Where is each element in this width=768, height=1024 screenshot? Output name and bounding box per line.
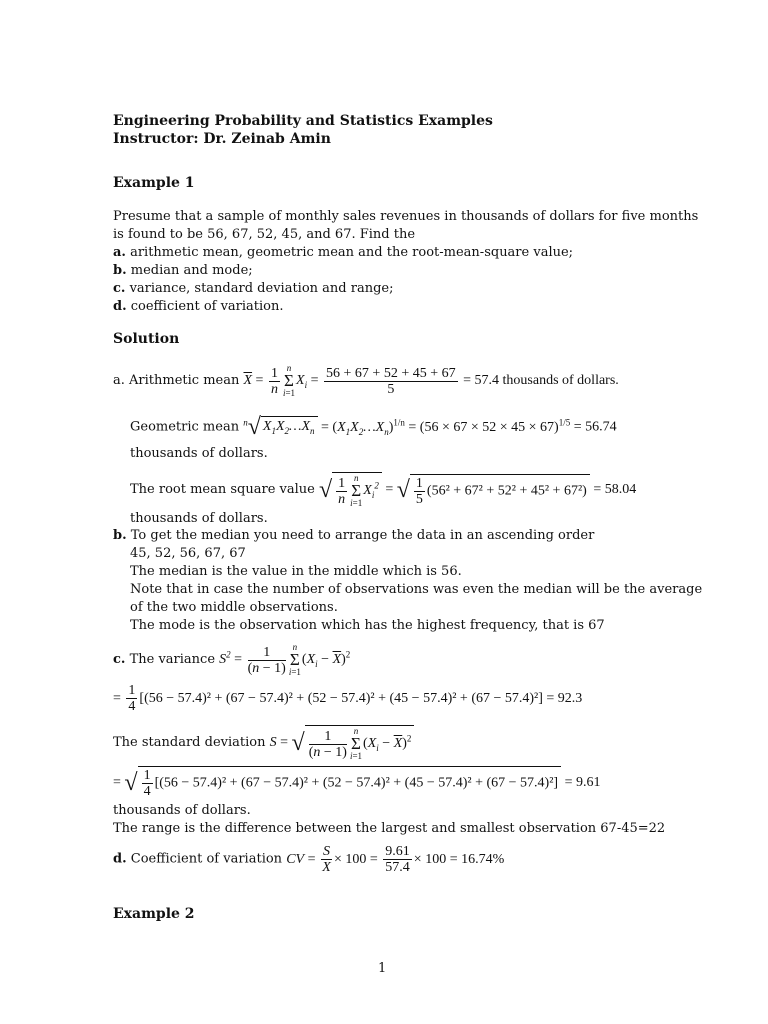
variance-line: c. The variance $S^2$ = $\frac{1}{(n - 1)}$ n Σ $i=1(X_i - \overline{X})^2$ [113, 642, 351, 677]
thousands-line-1: thousands of dollars. [130, 446, 268, 461]
median-note-2: of the two middle observations. [130, 600, 338, 615]
arithmetic-mean-line: a. Arithmetic mean $\overline{X}$ = $\frac{1}{n}$ n Σ $i=1X_i$ = $\frac{56 + 67 + 52 + 45 + 67}{5}$ = 57.4 thousands of dollars. [113, 363, 619, 398]
rms-line: The root mean square value √ $\frac{1}{n}$ n Σ $i=1X_i^2$ = √ $\frac{1}{5}$ (56² + 67² + 52² + 45² + 67²) = 58.04 [130, 473, 637, 508]
sd-line: The standard deviation S = √ $\frac{1}{(n - 1)}$ n Σ $i=1(X_i - \overline{X})^2$ [113, 725, 414, 761]
arithmetic-mean-formula: $\overline{X}$ = $\frac{1}{n}$ n Σ $i=1X_i$ = $\frac{56 + 67 + 52 + 45 + 67}{5}$ [243, 363, 456, 398]
cv-formula: CV = $\frac{S}{X}$ × 100 = $\frac{9.61}{57.4}$ × 100 = 16.74% [286, 844, 505, 875]
solution-heading: Solution [113, 331, 180, 347]
variance-computation: = $\frac{1}{4}$ [(56 − 57.4)² + (67 − 57.4)² + (52 − 57.4)² + (45 − 57.4)² + (67 − 57.4)²] = 92.3 [113, 683, 583, 714]
mode-line: The mode is the observation which has the highest frequency, that is 67 [130, 618, 605, 633]
document-title: Engineering Probability and Statistics Examples [113, 113, 493, 129]
geometric-mean-line: Geometric mean $^n$√ $X_1X_2\dots X_n$ = $(X_1X_2\dots X_n)^{1/n} = (56 \times 67 \times 52 \times 45 \times 67)^{1/5} = 56.74$ [130, 414, 617, 441]
rms-formula: √ $\frac{1}{n}$ n Σ $i=1X_i^2$ = √ $\frac{1}{5}$ (56² + 67² + 52² + 45² + 67²) [319, 482, 593, 497]
example1-heading: Example 1 [113, 175, 195, 191]
example2-heading: Example 2 [113, 906, 195, 922]
problem-line-1: Presume that a sample of monthly sales revenues in thousands of dollars for five months [113, 209, 699, 224]
geometric-mean-formula: $^n$√ $X_1X_2\dots X_n$ = $(X_1X_2\dots X_n)^{1/n} = (56 \times 67 \times 52 \times 45 \times 67)^{1/5}$ [243, 414, 571, 441]
range-line: The range is the difference between the largest and smallest observation 67-45=22 [113, 821, 666, 836]
instructor-line: Instructor: Dr. Zeinab Amin [113, 131, 331, 147]
cv-line: d. Coefficient of variation CV = $\frac{S}{X}$ × 100 = $\frac{9.61}{57.4}$ × 100 = 16.74% [113, 844, 505, 875]
median-value: The median is the value in the middle which is 56. [130, 564, 462, 579]
part-a: a. arithmetic mean, geometric mean and the root-mean-square value; [113, 245, 574, 260]
sd-formula: S = √ $\frac{1}{(n - 1)}$ n Σ $i=1(X_i - \overline{X})^2$ [270, 735, 415, 750]
variance-formula: $S^2$ = $\frac{1}{(n - 1)}$ n Σ $i=1(X_i - \overline{X})^2$ [219, 642, 351, 677]
part-b: b. median and mode; [113, 263, 253, 278]
problem-line-2: is found to be 56, 67, 52, 45, and 67. Find the [113, 227, 416, 242]
sd-computation: = √ $\frac{1}{4}$ [(56 − 57.4)² + (67 − 57.4)² + (52 − 57.4)² + (45 − 57.4)² + (67 − 57.4)²] = 9.61 [113, 768, 601, 799]
median-intro: b. To get the median you need to arrange the data in an ascending order [113, 528, 595, 543]
median-note-1: Note that in case the number of observations was even the median will be the average [130, 582, 703, 597]
part-d: d. coefficient of variation. [113, 299, 284, 314]
sorted-data: 45, 52, 56, 67, 67 [130, 546, 246, 561]
thousands-line-3: thousands of dollars. [113, 803, 251, 818]
page-number: 1 [378, 961, 387, 976]
thousands-line-2: thousands of dollars. [130, 511, 268, 526]
part-c: c. variance, standard deviation and range; [113, 281, 394, 296]
